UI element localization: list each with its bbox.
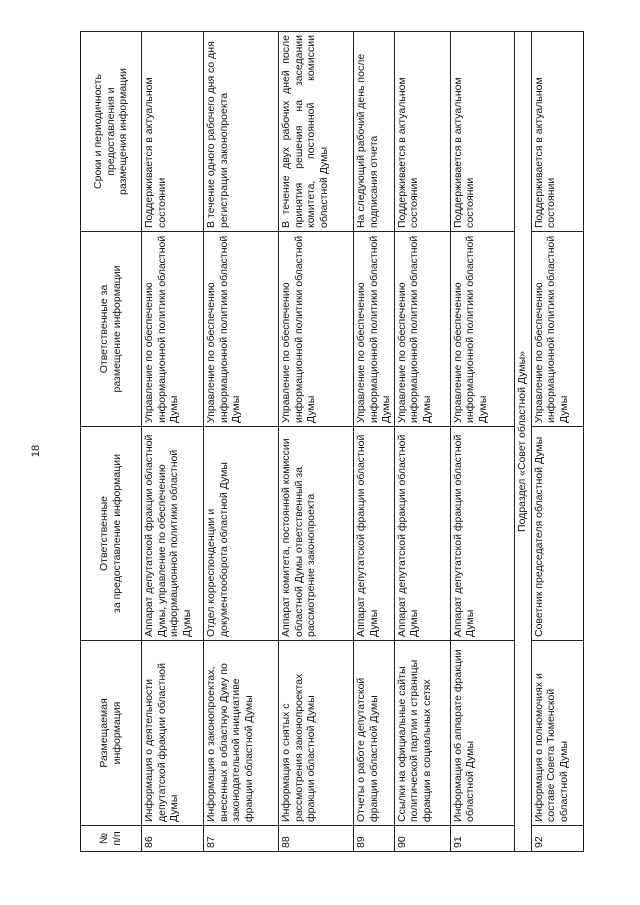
row-terms: В течение одного рабочего дня со дня регистрации законопроекта	[204, 32, 279, 232]
row-provide: Аппарат депутатской фракции областной Думы, управление по обеспечению информационной политики областной Думы	[142, 427, 204, 641]
subsection-title: Подраздел «Совет областной Думы»	[514, 32, 531, 852]
row-terms: В течение двух рабочих дней после принятия решения на заседании комитета, постоянной комиссии областной Думы	[279, 32, 354, 232]
table-row	[531, 32, 583, 852]
row-provide: Советник председателя областной Думы	[531, 427, 583, 641]
info-table	[80, 31, 584, 852]
row-info: Информация о полномочиях и составе Совета Тюменской областной Думы	[531, 641, 583, 826]
header-num: № п/п	[81, 826, 142, 852]
table-row	[142, 32, 204, 852]
row-number: 89	[354, 826, 395, 852]
row-provide: Аппарат депутатской фракции областной Думы	[394, 427, 450, 641]
row-place: Управление по обеспечению информационной политики областной Думы	[394, 232, 450, 427]
row-number: 86	[142, 826, 204, 852]
table-row	[354, 32, 395, 852]
table-header-row	[81, 32, 142, 852]
row-provide: Аппарат депутатской фракции областной Думы	[450, 427, 514, 641]
row-terms: Поддерживается в актуальном состоянии	[450, 32, 514, 232]
table-row	[279, 32, 354, 852]
row-number: 90	[394, 826, 450, 852]
row-info: Информация о снятых с рассмотрения законопроектах фракции областной Думы	[279, 641, 354, 826]
row-number: 91	[450, 826, 514, 852]
row-place: Управление по обеспечению информационной политики областной Думы	[204, 232, 279, 427]
row-info: Информация о законопроектах, внесенных в областную Думу по законодательной инициативе фракции областной Думы	[204, 641, 279, 826]
table-row	[450, 32, 514, 852]
row-place: Управление по обеспечению информационной политики областной Думы	[142, 232, 204, 427]
row-place: Управление по обеспечению информационной политики областной Думы	[354, 232, 395, 427]
rotated-page	[80, 32, 570, 852]
header-provide: Ответственные за предоставление информации	[81, 427, 142, 641]
row-terms: На следующий рабочий день после подписания отчета	[354, 32, 395, 232]
page-number: 18	[30, 444, 42, 458]
row-terms: Поддерживается в актуальном состоянии	[142, 32, 204, 232]
subsection-row	[514, 32, 531, 852]
header-terms: Сроки и периодичность предоставления и размещения информации	[81, 32, 142, 232]
row-info: Ссылки на официальные сайты политической партии и страницы фракции в социальных сетях	[394, 641, 450, 826]
row-provide: Отдел корреспонденции и документооборота областной Думы	[204, 427, 279, 641]
row-place: Управление по обеспечению информационной политики областной Думы	[450, 232, 514, 427]
header-place: Ответственные за размещение информации	[81, 232, 142, 427]
table-row	[394, 32, 450, 852]
table-row	[204, 32, 279, 852]
row-info: Отчеты о работе депутатской фракции областной Думы	[354, 641, 395, 826]
row-number: 87	[204, 826, 279, 852]
row-place: Управление по обеспечению информационной политики областной Думы	[279, 232, 354, 427]
header-info: Размещаемая информация	[81, 641, 142, 826]
row-info: Информация о деятельности депутатской фракции областной Думы	[142, 641, 204, 826]
row-info: Информация об аппарате фракции областной Думы	[450, 641, 514, 826]
row-place: Управление по обеспечению информационной политики областной Думы	[531, 232, 583, 427]
row-number: 88	[279, 826, 354, 852]
row-provide: Аппарат депутатской фракции областной Думы	[354, 427, 395, 641]
row-terms: Поддерживается в актуальном состоянии	[531, 32, 583, 232]
row-provide: Аппарат комитета, постоянной комиссии областной Думы ответственный за рассмотрение законопроекта	[279, 427, 354, 641]
row-number: 92	[531, 826, 583, 852]
row-terms: Поддерживается в актуальном состоянии	[394, 32, 450, 232]
